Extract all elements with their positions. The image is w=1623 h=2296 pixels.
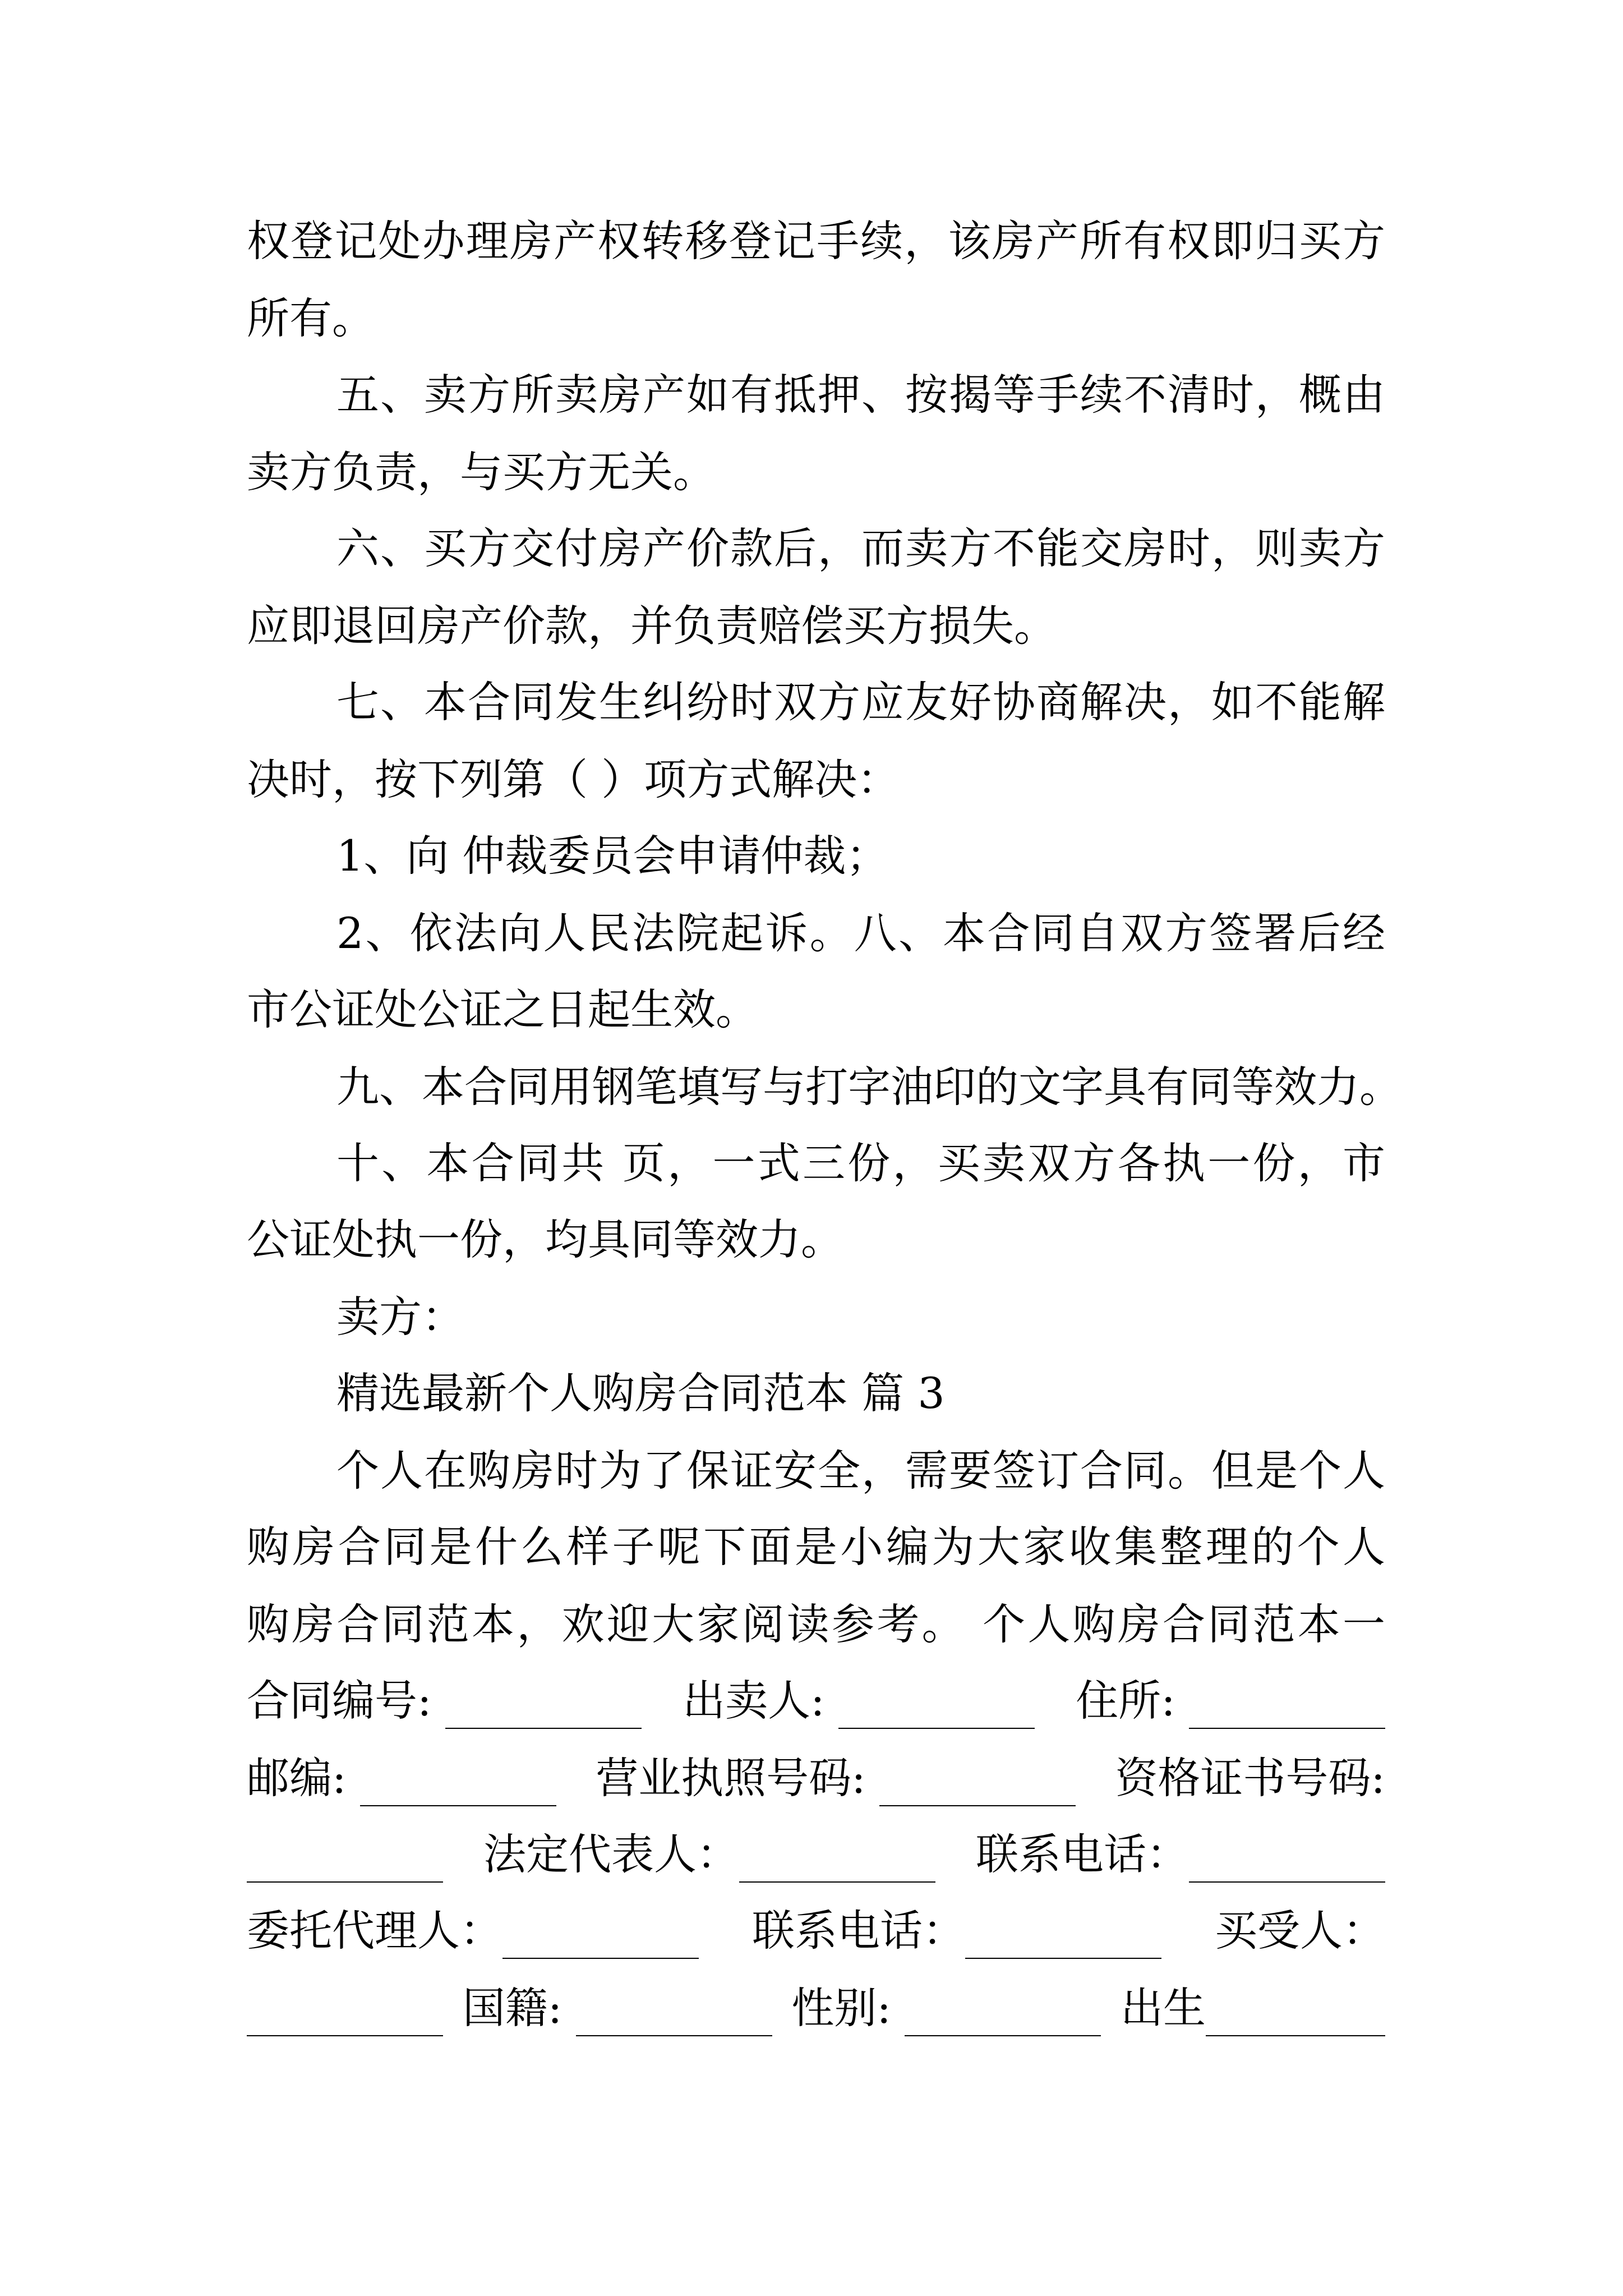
paragraph-line: 卖方负责，与买方无关。 [247,447,716,497]
clause-seven: 七、本合同发生纠纷时双方应友好协商解决，如不能解 [336,677,1385,727]
option-one: 1、向 仲裁委员会申请仲裁； [336,831,889,881]
buyer-blank [247,2024,443,2036]
clause-five: 五、卖方所卖房产如有抵押、按揭等手续不清时，概由 [336,370,1385,420]
contract-number-blank [445,1717,642,1729]
form-row [247,1673,1385,1729]
seller-signature-label: 卖方： [336,1292,464,1342]
certificate-number-label: 资格证书号码: [1115,1753,1385,1803]
clause-six: 六、买方交付房产价款后，而卖方不能交房时，则卖方 [336,523,1385,573]
postcode-blank [360,1794,556,1806]
business-license-label: 营业执照号码: [596,1753,866,1803]
form-row [247,1750,1385,1806]
buyer-label: 买受人： [1215,1906,1385,1955]
nationality-label: 国籍: [462,1983,562,2033]
nationality-blank [576,2024,772,2036]
paragraph-line: 市公证处公证之日起生效。 [247,984,758,1034]
certificate-number-blank [247,1870,443,1883]
postcode-label: 邮编: [247,1753,347,1803]
paragraph-line: 权登记处办理房产权转移登记手续，该房产所有权即归买方 [247,216,1385,266]
contract-number-label: 合同编号: [247,1676,432,1726]
option-two: 2、依法向人民法院起诉。八、本合同自双方签署后经 [336,908,1385,958]
birth-blank [1206,2024,1385,2036]
phone-label: 联系电话： [976,1829,1189,1879]
paragraph-line: 决时，按下列第（ ）项方式解决： [247,754,900,804]
gender-label: 性别: [791,1983,892,2033]
paragraph-line: 所有。 [247,293,375,343]
seller-blank [838,1717,1035,1729]
paragraph-line: 购房合同范本，欢迎大家阅读参考。 个人购房合同范本一 [247,1599,1385,1649]
business-license-blank [879,1794,1076,1806]
section-title: 精选最新个人购房合同范本 篇 3 [336,1368,945,1418]
form-row [247,1826,1385,1883]
form-row [247,1903,1385,1959]
agent-phone-blank [965,1947,1161,1959]
gender-blank [905,2024,1101,2036]
paragraph-line: 公证处执一份，均具同等效力。 [247,1214,843,1264]
legal-representative-label: 法定代表人： [483,1829,739,1879]
paragraph-line: 应即退回房产价款，并负责赔偿买方损失。 [247,601,1057,651]
birth-label: 出生 [1121,1983,1206,2033]
agent-blank [502,1947,699,1959]
address-label: 住所: [1076,1676,1175,1726]
agent-label: 委托代理人： [247,1906,502,1955]
form-row [247,1980,1385,2036]
address-blank [1189,1717,1385,1729]
paragraph-line: 购房合同是什么样子呢下面是小编为大家收集整理的个人 [247,1522,1385,1572]
intro-paragraph: 个人在购房时为了保证安全，需要签订合同。但是个人 [336,1446,1385,1496]
seller-label: 出卖人: [683,1676,825,1726]
clause-ten: 十、本合同共 页，一式三份，买卖双方各执一份，市 [336,1138,1385,1188]
clause-nine: 九、本合同用钢笔填写与打字油印的文字具有同等效力。 [336,1062,1402,1112]
legal-representative-blank [739,1870,935,1883]
phone-blank [1189,1870,1385,1883]
agent-phone-label: 联系电话： [752,1906,965,1955]
